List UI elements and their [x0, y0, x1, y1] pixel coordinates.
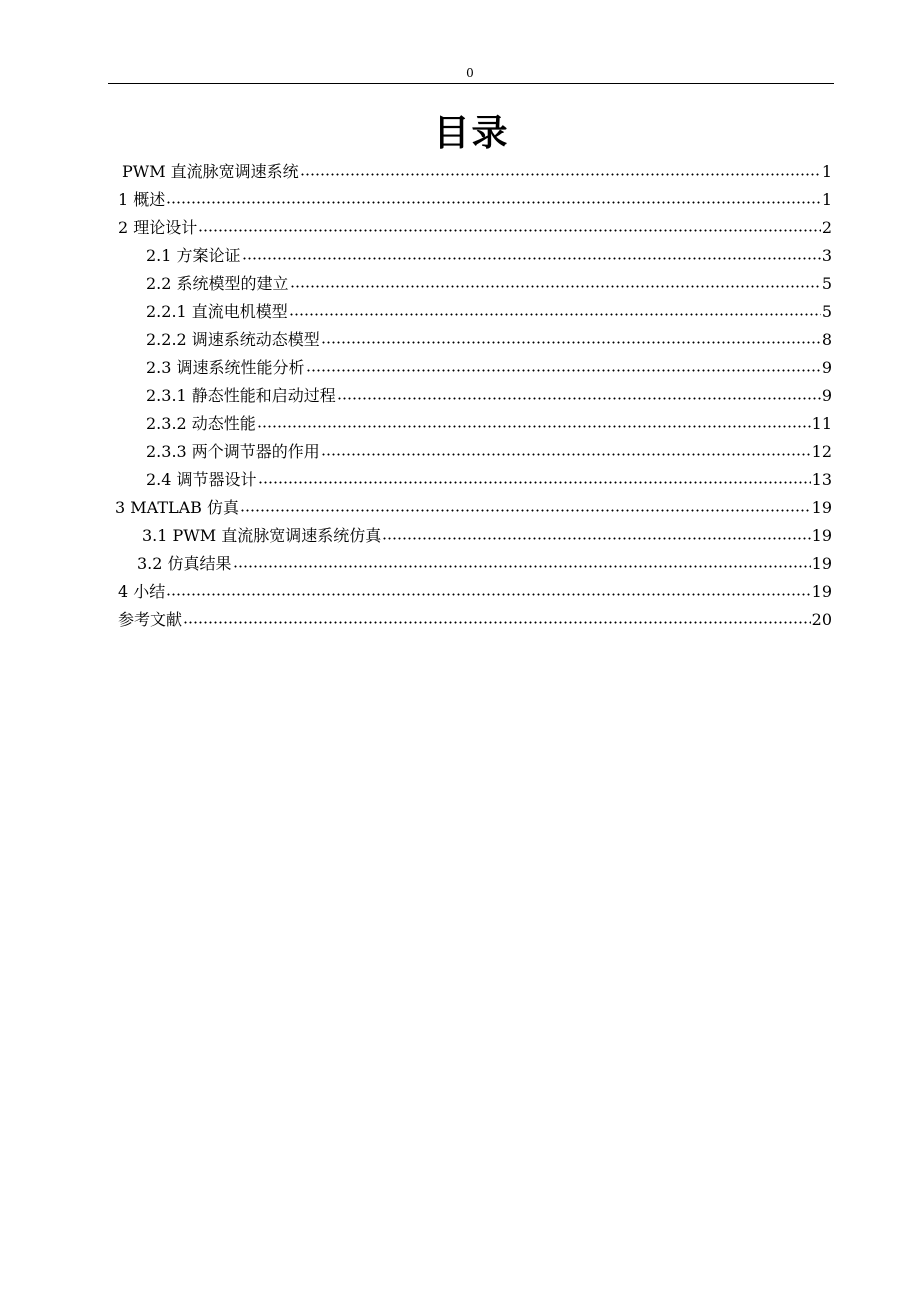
toc-entry[interactable]	[142, 522, 832, 550]
toc-entry[interactable]	[146, 354, 832, 382]
toc-entry-label: 2.2 系统模型的建立	[146, 274, 289, 293]
toc-entry[interactable]	[146, 326, 832, 354]
toc-entry[interactable]	[146, 466, 832, 494]
toc-entry-page: 9	[821, 358, 832, 377]
toc-entry-label: 3.1 PWM 直流脉宽调速系统仿真	[142, 526, 382, 545]
toc-entry[interactable]	[146, 382, 832, 410]
toc-entry-page: 5	[821, 302, 832, 321]
toc-entry-label: PWM 直流脉宽调速系统	[122, 162, 299, 181]
toc-entry-page: 1	[821, 190, 832, 209]
toc-leader-dots	[300, 162, 821, 182]
toc-entry[interactable]	[118, 214, 832, 242]
toc-leader-dots	[166, 582, 810, 602]
toc-entry-page: 2	[821, 218, 832, 237]
toc-entry-label: 2.1 方案论证	[146, 246, 241, 265]
toc-leader-dots	[242, 246, 821, 266]
toc-entry-page: 5	[821, 274, 832, 293]
toc-entry-label: 2.3.2 动态性能	[146, 414, 256, 433]
toc-entry[interactable]	[118, 606, 832, 634]
toc-leader-dots	[382, 526, 810, 546]
toc-entry-page: 19	[811, 498, 832, 517]
toc-entry-label: 2.2.2 调速系统动态模型	[146, 330, 320, 349]
toc-entry[interactable]	[118, 186, 832, 214]
toc-entry-label: 2.2.1 直流电机模型	[146, 302, 288, 321]
toc-leader-dots	[337, 386, 821, 406]
toc-entry[interactable]	[146, 298, 832, 326]
toc-entry-label: 2.3 调速系统性能分析	[146, 358, 305, 377]
toc-entry[interactable]	[122, 158, 832, 186]
toc-entry-page: 19	[811, 554, 832, 573]
toc-leader-dots	[166, 190, 821, 210]
toc-entry-page: 19	[811, 582, 832, 601]
toc-leader-dots	[198, 218, 821, 238]
toc-entry-label: 2.3.3 两个调节器的作用	[146, 442, 320, 461]
toc-entry-label: 4 小结	[118, 582, 166, 601]
toc-entry-page: 11	[811, 414, 832, 433]
toc-entry-label: 参考文献	[118, 610, 183, 629]
toc-entry[interactable]	[115, 494, 832, 522]
header-rule	[108, 83, 834, 84]
toc-leader-dots	[183, 610, 811, 630]
toc-entry-page: 8	[821, 330, 832, 349]
toc-entry[interactable]	[146, 410, 832, 438]
toc-entry-label: 3 MATLAB 仿真	[115, 498, 240, 517]
toc-entry-page: 13	[811, 470, 832, 489]
toc-leader-dots	[240, 498, 811, 518]
toc-entry-page: 12	[811, 442, 832, 461]
toc-entry-page: 19	[811, 526, 832, 545]
toc-entry-label: 1 概述	[118, 190, 166, 209]
toc-leader-dots	[290, 274, 821, 294]
toc-entry[interactable]	[137, 550, 832, 578]
toc-title: 目录	[433, 113, 510, 154]
toc-leader-dots	[257, 414, 811, 434]
toc-entry[interactable]	[146, 438, 832, 466]
toc-leader-dots	[321, 330, 821, 350]
toc-leader-dots	[258, 470, 811, 490]
toc-entry-page: 3	[821, 246, 832, 265]
toc-leader-dots	[233, 554, 811, 574]
toc-entry-page: 20	[811, 610, 832, 629]
toc-entry-page: 9	[821, 386, 832, 405]
toc-entry[interactable]	[146, 242, 832, 270]
toc-entry-label: 2 理论设计	[118, 218, 198, 237]
page-header-number: 0	[466, 66, 474, 80]
toc-leader-dots	[289, 302, 821, 322]
toc-leader-dots	[321, 442, 811, 462]
toc-leader-dots	[306, 358, 821, 378]
toc-entry-label: 2.3.1 静态性能和启动过程	[146, 386, 336, 405]
toc-entry-label: 2.4 调节器设计	[146, 470, 257, 489]
toc-entry-page: 1	[821, 162, 832, 181]
toc-entry[interactable]	[118, 578, 832, 606]
toc-entry[interactable]	[146, 270, 832, 298]
toc-entry-label: 3.2 仿真结果	[137, 554, 232, 573]
